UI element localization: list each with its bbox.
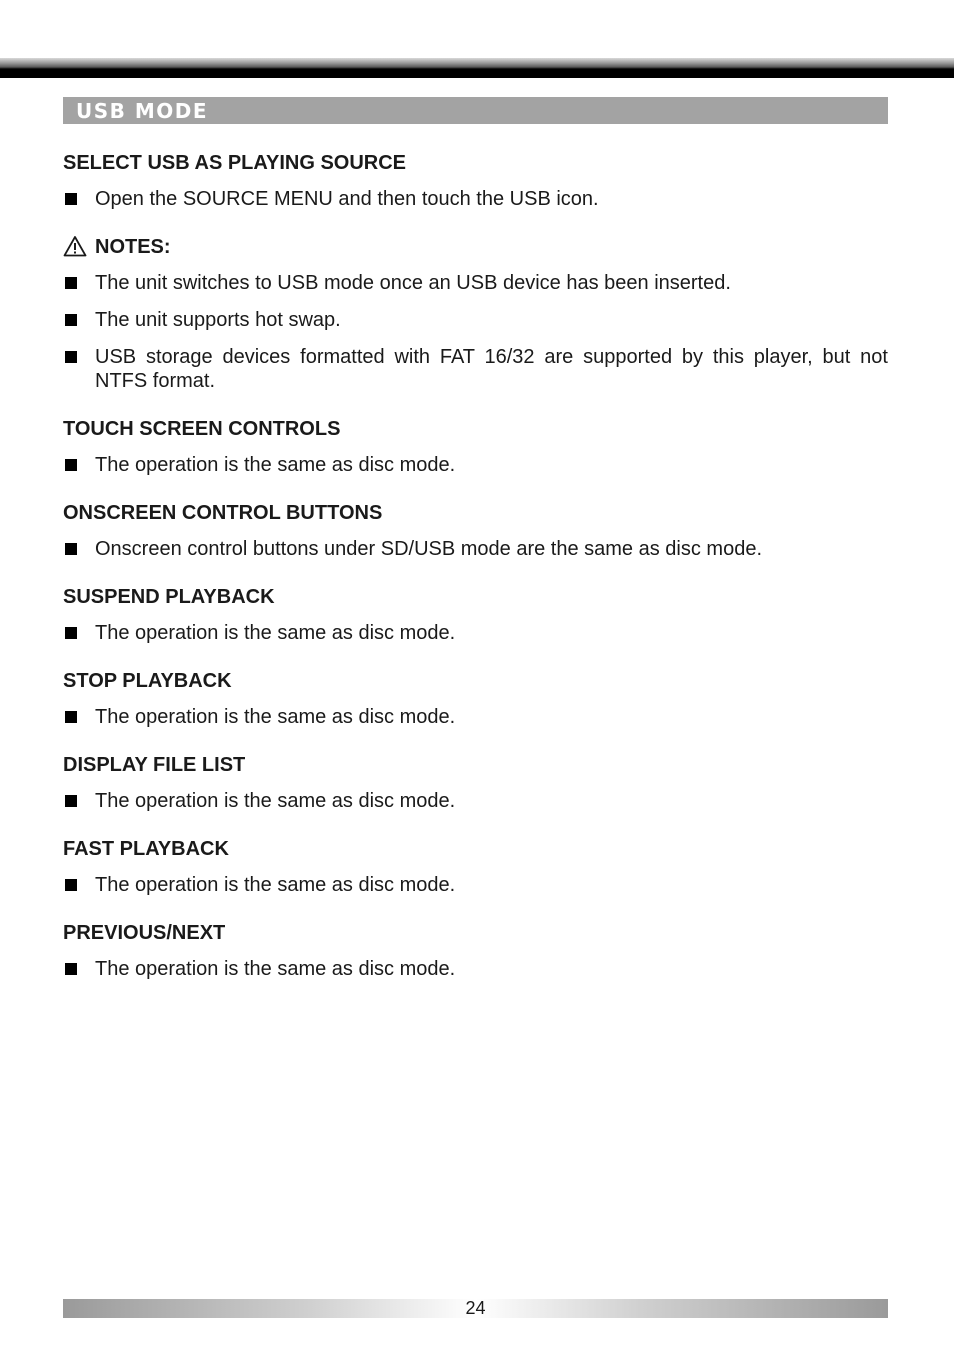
section-heading: SELECT USB AS PLAYING SOURCE — [63, 152, 407, 174]
bullet-square-icon — [65, 627, 77, 639]
list-item — [63, 789, 888, 813]
page-title: USB MODE — [76, 99, 209, 123]
list-item — [63, 537, 888, 561]
section-fast-playback — [63, 836, 888, 897]
page-number: 24 — [465, 1298, 486, 1318]
list-item-text: The unit supports hot swap. — [95, 309, 341, 331]
document-body — [63, 150, 888, 994]
list-item-text: The operation is the same as disc mode. — [95, 790, 456, 812]
list-item — [63, 705, 888, 729]
bullet-square-icon — [65, 193, 77, 205]
warning-triangle-icon — [63, 235, 87, 257]
list-item-text: The operation is the same as disc mode. — [95, 454, 456, 476]
section-heading: DISPLAY FILE LIST — [63, 754, 246, 776]
top-decorative-bar — [0, 58, 954, 78]
list-item-text: The unit switches to USB mode once an USB device has been inserted. — [95, 272, 731, 294]
list-item — [63, 308, 888, 332]
section-header-bar — [63, 97, 888, 124]
section-heading: PREVIOUS/NEXT — [63, 922, 226, 944]
section-heading: TOUCH SCREEN CONTROLS — [63, 418, 341, 440]
notes-heading — [63, 234, 888, 260]
section-notes — [63, 234, 888, 393]
bullet-square-icon — [65, 963, 77, 975]
section-display-file-list — [63, 752, 888, 813]
list-item — [63, 187, 888, 211]
list-item-text: The operation is the same as disc mode. — [95, 706, 456, 728]
section-touch-screen-controls — [63, 416, 888, 477]
list-item — [63, 621, 888, 645]
list-item — [63, 873, 888, 897]
bullet-square-icon — [65, 277, 77, 289]
list-item-text: The operation is the same as disc mode. — [95, 622, 456, 644]
section-heading: STOP PLAYBACK — [63, 670, 232, 692]
list-item-text: The operation is the same as disc mode. — [95, 958, 456, 980]
section-previous-next — [63, 920, 888, 981]
bullet-square-icon — [65, 351, 77, 363]
notes-label: NOTES: — [95, 236, 171, 258]
bullet-square-icon — [65, 879, 77, 891]
bullet-square-icon — [65, 543, 77, 555]
list-item — [63, 957, 888, 981]
bullet-square-icon — [65, 795, 77, 807]
list-item-text: USB storage devices formatted with FAT 16/32 are supported by this player, but not NTFS format. — [95, 346, 888, 392]
section-select-usb — [63, 150, 888, 211]
footer-bar — [63, 1299, 888, 1318]
section-heading: FAST PLAYBACK — [63, 838, 229, 860]
section-heading: ONSCREEN CONTROL BUTTONS — [63, 502, 383, 524]
bullet-square-icon — [65, 711, 77, 723]
section-heading: SUSPEND PLAYBACK — [63, 586, 275, 608]
list-item — [63, 271, 888, 295]
list-item — [63, 345, 888, 393]
section-suspend-playback — [63, 584, 888, 645]
list-item-text: The operation is the same as disc mode. — [95, 874, 456, 896]
list-item — [63, 453, 888, 477]
section-stop-playback — [63, 668, 888, 729]
bullet-square-icon — [65, 459, 77, 471]
bullet-square-icon — [65, 314, 77, 326]
list-item-text: Open the SOURCE MENU and then touch the USB icon. — [95, 188, 599, 210]
list-item-text: Onscreen control buttons under SD/USB mode are the same as disc mode. — [95, 538, 763, 560]
section-onscreen-control-buttons — [63, 500, 888, 561]
